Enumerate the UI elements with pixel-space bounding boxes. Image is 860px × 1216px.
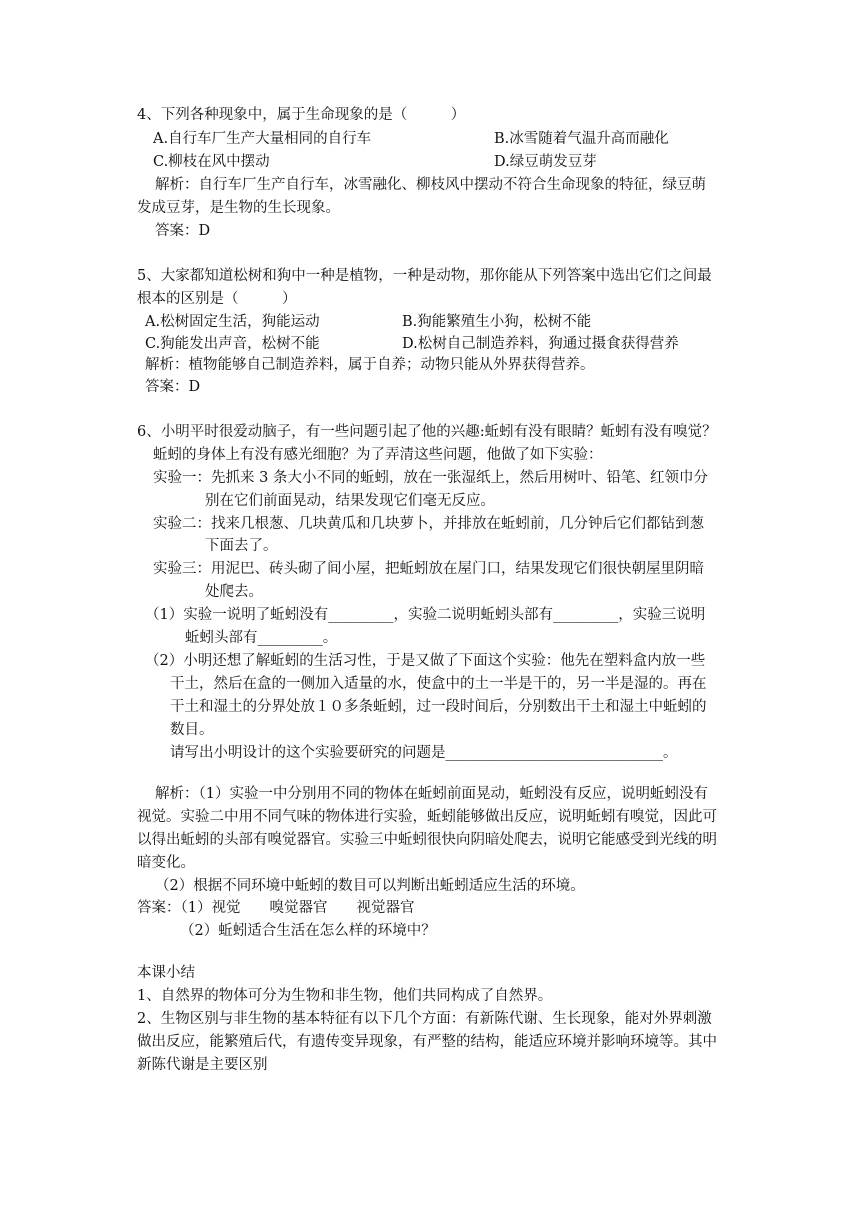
q5-stem: 5、大家都知道松树和狗中一种是植物，一种是动物，那你能从下列答案中选出它们之间最 (137, 268, 712, 284)
q6-analysis-line2: 视觉。实验二中用不同气味的物体进行实验，蚯蚓能够做出反应，说明蚯蚓有嗅觉，因此可 (137, 809, 717, 825)
q6-experiment-2: 实验二：找来几根葱、几块黄瓜和几块萝卜，并排放在蚯蚓前，几分钟后它们都钻到葱 (153, 516, 704, 532)
q6-analysis: 解析：（1）实验一中分别用不同的物体在蚯蚓前面晃动，蚯蚓没有反应，说明蚯蚓没有 (155, 786, 708, 802)
q5-stem-cont: 根本的区别是（ ） (137, 291, 297, 307)
q6-analysis-line4: 暗变化。 (137, 855, 195, 871)
q6-analysis-part2: （2）根据不同环境中蚯蚓的数目可以判断出蚯蚓适应生活的环境。 (155, 878, 585, 894)
q6-subquestion-2-line3: 干土和湿土的分界处放１０多条蚯蚓，过一段时间后，分别数出干土和湿土中蚯蚓的 (170, 699, 707, 715)
q6-stem-cont: 蚯蚓的身体上有没有感光细胞？为了弄清这些问题，他做了如下实验： (153, 447, 603, 463)
q6-experiment-1: 实验一：先抓来 3 条大小不同的蚯蚓，放在一张湿纸上，然后用树叶、铅笔、红领巾分 (153, 470, 708, 486)
q6-subquestion-2: （2）小明还想了解蚯蚓的生活习性，于是又做了下面这个实验：他先在塑料盒内放一些 (145, 653, 706, 669)
q4-option-c: C.柳枝在风中摆动 (153, 154, 270, 170)
q5-analysis: 解析：植物能够自己制造养料，属于自养；动物只能从外界获得营养。 (145, 357, 595, 373)
q4-option-d: D.绿豆萌发豆芽 (494, 154, 597, 170)
q4-stem: 4、下列各种现象中，属于生命现象的是（ ） (137, 107, 466, 123)
q6-subquestion-1-cont: 蚯蚓头部有_________。 (185, 630, 338, 646)
q6-subquestion-2-line2: 干土，然后在盒的一侧加入适量的水，使盒中的土一半是干的，另一半是湿的。再在 (170, 676, 707, 692)
q4-option-b: B.冰雪随着气温升高而融化 (494, 131, 669, 147)
q6-experiment-3: 实验三：用泥巴、砖头砌了间小屋，把蚯蚓放在屋门口，结果发现它们很快朝屋里阴暗 (153, 561, 704, 577)
q6-stem: 6、小明平时很爱动脑子，有一些问题引起了他的兴趣:蚯蚓有没有眼睛？蚯蚓有没有嗅觉？ (137, 424, 717, 440)
q4-answer: 答案：D (155, 223, 211, 239)
q5-option-b: B.狗能繁殖生小狗，松树不能 (402, 314, 592, 330)
q6-subquestion-2-line4: 数目。 (170, 722, 214, 738)
q6-experiment-2-cont: 下面去了。 (205, 538, 278, 554)
summary-point-1: 1、自然界的物体可分为生物和非生物，他们共同构成了自然界。 (137, 988, 553, 1004)
summary-point-2: 2、生物区别与非生物的基本特征有以下几个方面：有新陈代谢、生长现象，能对外界刺激 (137, 1011, 712, 1027)
q6-answer-part2: （2）蚯蚓适合生活在怎么样的环境中？ (180, 923, 436, 939)
q6-experiment-1-cont: 别在它们前面晃动，结果发现它们毫无反应。 (205, 493, 495, 509)
q6-subquestion-2-prompt: 请写出小明设计的这个实验要研究的问题是______________________________。 (170, 745, 678, 761)
q4-option-a: A.自行车厂生产大量相同的自行车 (153, 131, 372, 147)
q4-analysis: 解析：自行车厂生产自行车，冰雪融化、柳枝风中摆动不符合生命现象的特征，绿豆萌 (155, 177, 706, 193)
q6-analysis-line3: 以得出蚯蚓的头部有嗅觉器官。实验三中蚯蚓很快向阴暗处爬去，说明它能感受到光线的明 (137, 832, 717, 848)
q4-analysis-cont: 发成豆芽，是生物的生长现象。 (137, 200, 340, 216)
summary-point-2-line3: 新陈代谢是主要区别 (137, 1057, 268, 1073)
summary-point-2-line2: 做出反应，能繁殖后代，有遗传变异现象，有严整的结构，能适应环境并影响环境等。其中 (137, 1034, 717, 1050)
q5-answer: 答案：D (145, 379, 201, 395)
q5-option-c: C.狗能发出声音，松树不能 (145, 336, 320, 352)
summary-title: 本课小结 (137, 965, 195, 981)
q6-experiment-3-cont: 处爬去。 (205, 584, 263, 600)
q6-subquestion-1: （1）实验一说明了蚯蚓没有_________，实验二说明蚯蚓头部有_________，实验三说明 (145, 607, 706, 623)
q5-option-d: D.松树自己制造养料，狗通过摄食获得营养 (402, 336, 679, 352)
q6-answer: 答案：（1）视觉 嗅觉器官 视觉器官 (137, 900, 415, 916)
q5-option-a: A.松树固定生活，狗能运动 (145, 314, 320, 330)
